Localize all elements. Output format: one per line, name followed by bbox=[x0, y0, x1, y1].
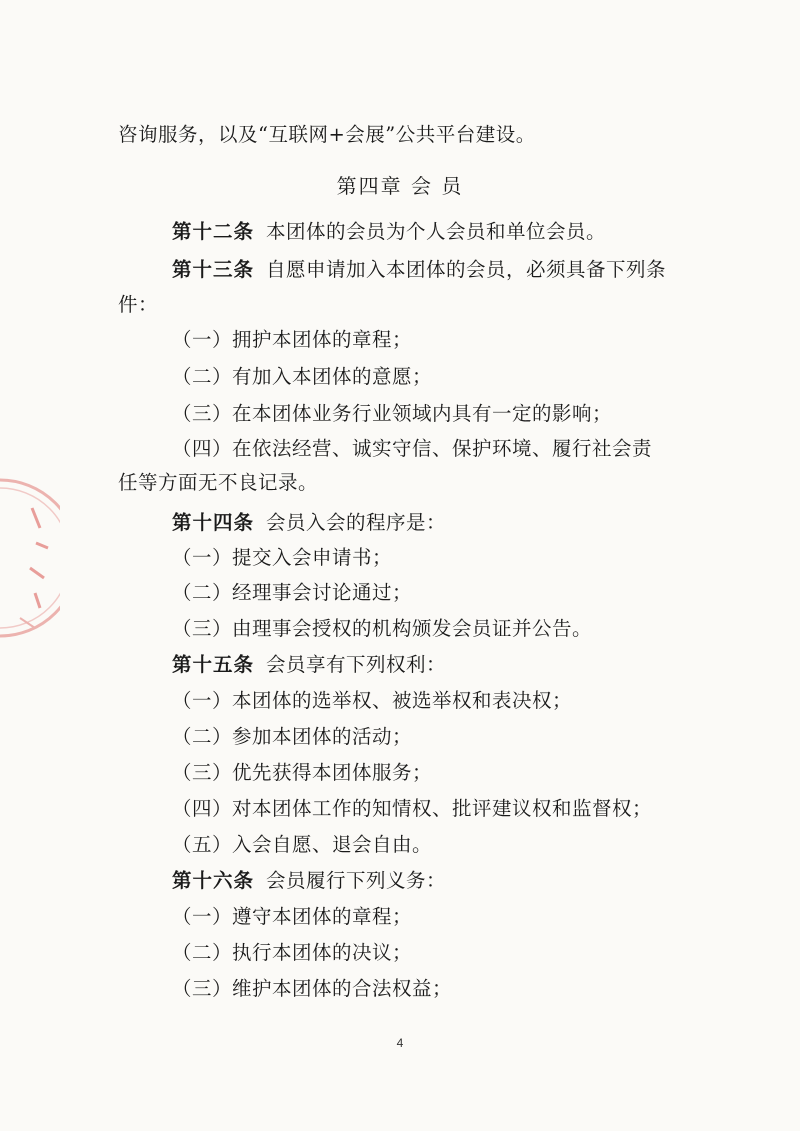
list-item: （二）有加入本团体的意愿； bbox=[172, 365, 433, 388]
list-item: （一）遵守本团体的章程； bbox=[172, 905, 413, 928]
article-13 bbox=[0, 257, 800, 283]
article-13-continuation: 件： bbox=[118, 293, 159, 316]
article-16 bbox=[0, 868, 800, 894]
list-item: （一）本团体的选举权、被选举权和表决权； bbox=[172, 689, 573, 712]
list-item: （二）参加本团体的活动； bbox=[172, 725, 413, 748]
list-item: （三）维护本团体的合法权益； bbox=[172, 977, 453, 1000]
list-item: （五）入会自愿、退会自由。 bbox=[172, 833, 433, 856]
list-item: （三）在本团体业务行业领域内具有一定的影响； bbox=[172, 402, 613, 425]
article-label: 第十五条 bbox=[172, 653, 255, 676]
article-label: 第十六条 bbox=[172, 869, 255, 892]
article-text: 自愿申请加入本团体的会员，必须具备下列条 bbox=[266, 258, 667, 281]
list-item: （四）对本团体工作的知情权、批评建议权和监督权； bbox=[172, 797, 653, 820]
article-label: 第十二条 bbox=[172, 220, 255, 243]
list-item-continuation: 任等方面无不良记录。 bbox=[118, 471, 319, 494]
article-text: 会员履行下列义务： bbox=[266, 869, 447, 892]
article-14 bbox=[0, 510, 800, 536]
page-number: 4 bbox=[396, 1036, 404, 1050]
list-item: （二）执行本团体的决议； bbox=[172, 941, 413, 964]
list-item: （一）拥护本团体的章程； bbox=[172, 328, 413, 351]
list-item: （三）优先获得本团体服务； bbox=[172, 761, 433, 784]
article-text: 本团体的会员为个人会员和单位会员。 bbox=[266, 220, 607, 243]
article-text: 会员享有下列权利： bbox=[266, 653, 447, 676]
continuation-text: 咨询服务，以及“互联网+会展”公共平台建设。 bbox=[118, 123, 536, 146]
article-label: 第十三条 bbox=[172, 258, 255, 281]
chapter-title: 第四章 会 员 bbox=[336, 174, 464, 198]
article-text: 会员入会的程序是： bbox=[266, 511, 447, 534]
list-item: （三）由理事会授权的机构颁发会员证并公告。 bbox=[172, 617, 593, 640]
paragraph-continuation bbox=[0, 122, 800, 148]
list-item: （一）提交入会申请书； bbox=[172, 546, 393, 569]
article-label: 第十四条 bbox=[172, 511, 255, 534]
article-15 bbox=[0, 652, 800, 678]
list-item: （四）在依法经营、诚实守信、保护环境、履行社会责 bbox=[172, 437, 653, 460]
article-12 bbox=[0, 219, 800, 245]
list-item: （二）经理事会讨论通过； bbox=[172, 581, 413, 604]
